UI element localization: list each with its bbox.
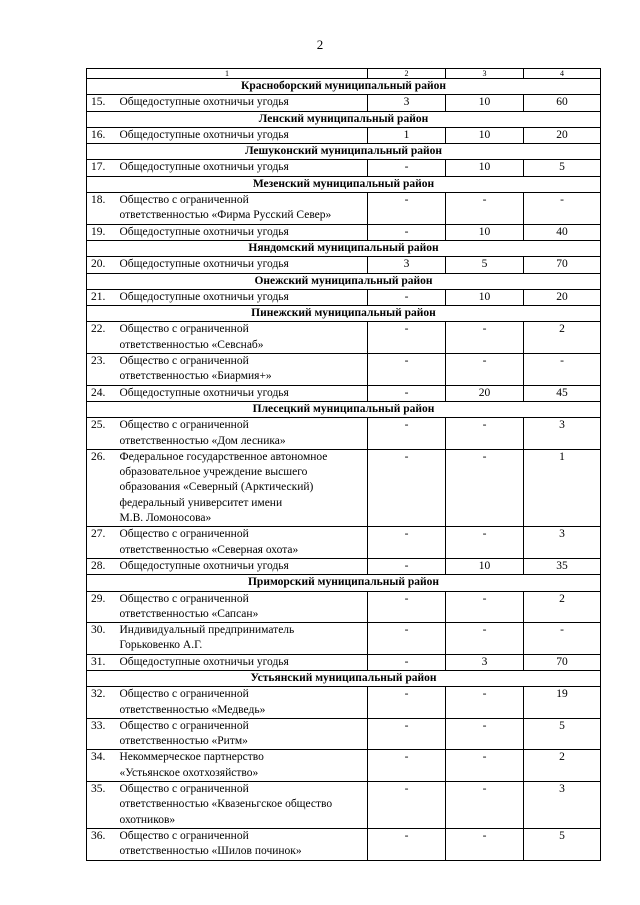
table-row — [87, 354, 601, 386]
owner-name-line: ответственностью «Биармия+» — [119, 370, 272, 383]
value-col-4: 70 — [524, 257, 601, 273]
owner-name — [118, 750, 368, 782]
table-row — [87, 257, 601, 273]
value-col-4: 5 — [524, 828, 601, 860]
owner-name-line: ответственностью «Сапсан» — [119, 607, 259, 620]
owner-name-line: Индивидуальный предприниматель — [119, 624, 295, 637]
value-col-3: - — [446, 828, 524, 860]
value-col-4: 35 — [524, 558, 601, 574]
value-col-2: - — [368, 224, 446, 240]
value-col-3: - — [446, 718, 524, 750]
owner-name-line: Общедоступные охотничьи угодья — [119, 386, 289, 399]
owner-name-line: ответственностью «Севснаб» — [119, 338, 264, 351]
row-number: 22. — [87, 322, 118, 354]
row-number: 21. — [87, 289, 118, 305]
hunting-grounds-table — [86, 68, 601, 861]
row-number: 28. — [87, 558, 118, 574]
table-row — [87, 160, 601, 176]
owner-name-line: ответственностью «Дом лесника» — [119, 434, 286, 447]
district-name: Онежский муниципальный район — [87, 273, 601, 289]
district-row — [87, 575, 601, 591]
value-col-2: - — [368, 527, 446, 559]
value-col-3: - — [446, 193, 524, 225]
district-row — [87, 670, 601, 686]
value-col-4: 2 — [524, 322, 601, 354]
value-col-2: 3 — [368, 257, 446, 273]
value-col-3: - — [446, 449, 524, 526]
owner-name — [118, 718, 368, 750]
owner-name — [118, 418, 368, 450]
value-col-4: 5 — [524, 160, 601, 176]
value-col-4: 5 — [524, 718, 601, 750]
row-number: 30. — [87, 623, 118, 655]
owner-name — [118, 95, 368, 111]
page-number: 2 — [316, 37, 324, 52]
table-row — [87, 750, 601, 782]
value-col-2: - — [368, 289, 446, 305]
owner-name-line: Общедоступные охотничьи угодья — [119, 161, 289, 174]
district-name: Мезенский муниципальный район — [87, 176, 601, 192]
owner-name-line: Общество с ограниченной — [119, 419, 249, 432]
value-col-4: 60 — [524, 95, 601, 111]
owner-name-line: Общество с ограниченной — [119, 528, 249, 541]
row-number: 34. — [87, 750, 118, 782]
owner-name — [118, 782, 368, 829]
owner-name — [118, 527, 368, 559]
row-number: 20. — [87, 257, 118, 273]
owner-name-line: ответственностью «Северная охота» — [119, 543, 299, 556]
owner-name-line: Некоммерческое партнерство — [119, 751, 264, 764]
row-number: 35. — [87, 782, 118, 829]
district-row — [87, 79, 601, 95]
value-col-2: - — [368, 623, 446, 655]
table-row — [87, 322, 601, 354]
table-row — [87, 289, 601, 305]
owner-name-line: Федеральное государственное автономное — [119, 450, 328, 463]
owner-name-line: Общедоступные охотничьи угодья — [119, 290, 289, 303]
owner-name-line: ответственностью «Фирма Русский Север» — [119, 209, 332, 222]
district-name: Пинежский муниципальный район — [87, 306, 601, 322]
owner-name — [118, 591, 368, 623]
value-col-4: 3 — [524, 782, 601, 829]
value-col-2: - — [368, 385, 446, 401]
value-col-3: - — [446, 418, 524, 450]
owner-name — [118, 289, 368, 305]
owner-name-line: федеральный университет имени — [119, 496, 283, 509]
row-number: 23. — [87, 354, 118, 386]
district-name: Няндомский муниципальный район — [87, 240, 601, 256]
value-col-4: - — [524, 193, 601, 225]
owner-name-line: образовательное учреждение высшего — [119, 466, 308, 479]
value-col-4: - — [524, 623, 601, 655]
district-row — [87, 144, 601, 160]
owner-name-line: Общедоступные охотничьи угодья — [119, 559, 289, 572]
value-col-3: 10 — [446, 558, 524, 574]
district-name: Ленский муниципальный район — [87, 111, 601, 127]
value-col-3: 3 — [446, 654, 524, 670]
value-col-2: 1 — [368, 127, 446, 143]
row-number: 25. — [87, 418, 118, 450]
district-row — [87, 273, 601, 289]
value-col-4: 20 — [524, 289, 601, 305]
value-col-2: 3 — [368, 95, 446, 111]
owner-name-line: Общество с ограниченной — [119, 355, 249, 368]
value-col-3: 10 — [446, 160, 524, 176]
value-col-3: - — [446, 623, 524, 655]
value-col-4: 45 — [524, 385, 601, 401]
owner-name-line: Горьковенко А.Г. — [119, 639, 203, 652]
owner-name-line: ответственностью «Медведь» — [119, 703, 266, 716]
table-row — [87, 558, 601, 574]
owner-name-line: Общедоступные охотничьи угодья — [119, 128, 289, 141]
value-col-3: 10 — [446, 95, 524, 111]
value-col-2: - — [368, 750, 446, 782]
row-number: 26. — [87, 449, 118, 526]
value-col-2: - — [368, 782, 446, 829]
owner-name — [118, 160, 368, 176]
owner-name-line: Общество с ограниченной — [119, 829, 249, 842]
value-col-4: 40 — [524, 224, 601, 240]
owner-name-line: Общество с ограниченной — [119, 688, 249, 701]
owner-name — [118, 354, 368, 386]
owner-name — [118, 322, 368, 354]
row-number: 24. — [87, 385, 118, 401]
value-col-3: - — [446, 527, 524, 559]
owner-name — [118, 127, 368, 143]
column-number-row — [87, 69, 601, 79]
district-name: Устьянский муниципальный район — [87, 670, 601, 686]
owner-name-line: Общедоступные охотничьи угодья — [119, 96, 289, 109]
value-col-3: 5 — [446, 257, 524, 273]
table-body — [87, 69, 601, 861]
table-row — [87, 418, 601, 450]
value-col-4: 3 — [524, 527, 601, 559]
owner-name-line: образования «Северный (Арктический) — [119, 481, 314, 494]
district-row — [87, 306, 601, 322]
table-row — [87, 623, 601, 655]
owner-name — [118, 224, 368, 240]
row-number: 17. — [87, 160, 118, 176]
value-col-3: - — [446, 354, 524, 386]
value-col-3: - — [446, 750, 524, 782]
table-row — [87, 718, 601, 750]
value-col-2: - — [368, 354, 446, 386]
table-row — [87, 687, 601, 719]
owner-name-line: Общедоступные охотничьи угодья — [119, 258, 289, 271]
row-number: 16. — [87, 127, 118, 143]
value-col-2: - — [368, 687, 446, 719]
value-col-4: 2 — [524, 591, 601, 623]
owner-name-line: Общество с ограниченной — [119, 592, 249, 605]
table-row — [87, 449, 601, 526]
owner-name — [118, 385, 368, 401]
owner-name — [118, 449, 368, 526]
value-col-3: - — [446, 591, 524, 623]
owner-name — [118, 654, 368, 670]
table-row — [87, 828, 601, 860]
row-number: 36. — [87, 828, 118, 860]
owner-name-line: Общество с ограниченной — [119, 194, 249, 207]
table-row — [87, 654, 601, 670]
value-col-2: - — [368, 558, 446, 574]
owner-name-line: Общество с ограниченной — [119, 323, 249, 336]
owner-name-line: ответственностью «Шилов починок» — [119, 845, 302, 858]
district-name: Плесецкий муниципальный район — [87, 401, 601, 417]
value-col-4: 3 — [524, 418, 601, 450]
value-col-3: - — [446, 687, 524, 719]
value-col-3: 10 — [446, 289, 524, 305]
row-number: 19. — [87, 224, 118, 240]
owner-name — [118, 193, 368, 225]
value-col-2: - — [368, 193, 446, 225]
value-col-2: - — [368, 322, 446, 354]
district-row — [87, 401, 601, 417]
owner-name — [118, 558, 368, 574]
table-row — [87, 385, 601, 401]
column-number-2: 2 — [368, 69, 446, 79]
row-number: 29. — [87, 591, 118, 623]
value-col-2: - — [368, 654, 446, 670]
owner-name-line: ответственностью «Ритм» — [119, 735, 248, 748]
owner-name-line: М.В. Ломоносова» — [119, 512, 212, 525]
value-col-3: 10 — [446, 224, 524, 240]
value-col-2: - — [368, 449, 446, 526]
column-number-4: 4 — [524, 69, 601, 79]
owner-name-line: «Устьянское охотхозяйство» — [119, 766, 259, 779]
value-col-4: 20 — [524, 127, 601, 143]
district-row — [87, 111, 601, 127]
column-number-3: 3 — [446, 69, 524, 79]
owner-name-line: ответственностью «Квазеньгское общество — [119, 798, 333, 811]
owner-name-line: Общедоступные охотничьи угодья — [119, 225, 289, 238]
value-col-3: - — [446, 782, 524, 829]
owner-name-line: Общество с ограниченной — [119, 783, 249, 796]
row-number: 27. — [87, 527, 118, 559]
value-col-4: 1 — [524, 449, 601, 526]
table-row — [87, 527, 601, 559]
column-number-1: 1 — [87, 69, 368, 79]
value-col-4: 70 — [524, 654, 601, 670]
value-col-3: 10 — [446, 127, 524, 143]
row-number: 15. — [87, 95, 118, 111]
value-col-2: - — [368, 828, 446, 860]
owner-name-line: Общество с ограниченной — [119, 719, 249, 732]
value-col-3: - — [446, 322, 524, 354]
owner-name — [118, 623, 368, 655]
district-row — [87, 176, 601, 192]
table-row — [87, 591, 601, 623]
owner-name-line: Общедоступные охотничьи угодья — [119, 655, 289, 668]
district-name: Красноборский муниципальный район — [87, 79, 601, 95]
district-row — [87, 240, 601, 256]
owner-name — [118, 828, 368, 860]
owner-name-line: охотников» — [119, 813, 176, 826]
table-row — [87, 224, 601, 240]
owner-name — [118, 687, 368, 719]
table-row — [87, 95, 601, 111]
value-col-4: 2 — [524, 750, 601, 782]
row-number: 31. — [87, 654, 118, 670]
table-row — [87, 782, 601, 829]
value-col-2: - — [368, 418, 446, 450]
value-col-2: - — [368, 591, 446, 623]
row-number: 18. — [87, 193, 118, 225]
value-col-4: 19 — [524, 687, 601, 719]
table-row — [87, 193, 601, 225]
value-col-3: 20 — [446, 385, 524, 401]
row-number: 32. — [87, 687, 118, 719]
district-name: Приморский муниципальный район — [87, 575, 601, 591]
district-name: Лешуконский муниципальный район — [87, 144, 601, 160]
table-row — [87, 127, 601, 143]
value-col-2: - — [368, 160, 446, 176]
value-col-2: - — [368, 718, 446, 750]
owner-name — [118, 257, 368, 273]
row-number: 33. — [87, 718, 118, 750]
value-col-4: - — [524, 354, 601, 386]
